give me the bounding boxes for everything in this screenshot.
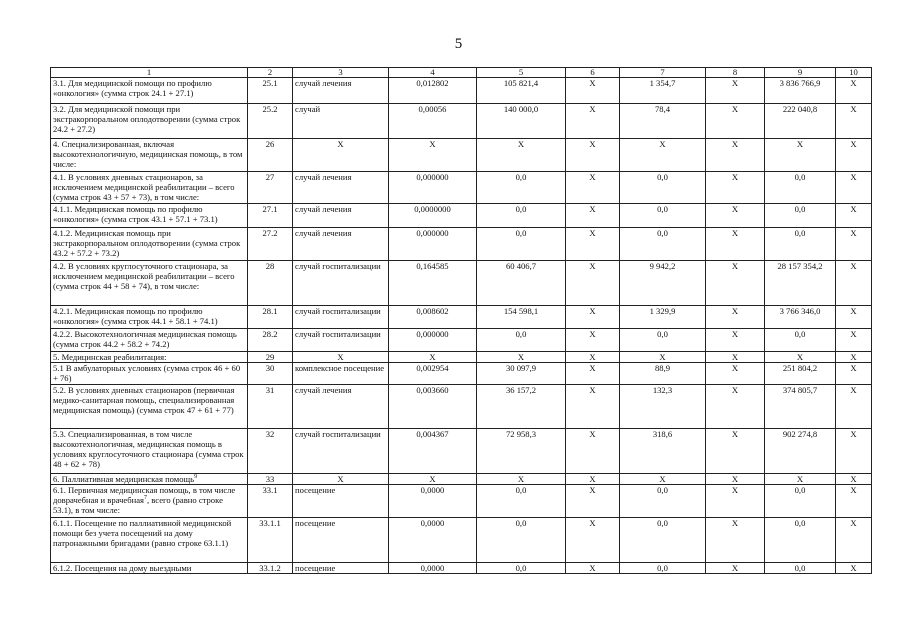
value-cell: X	[566, 139, 620, 172]
unit-cell: случай лечения	[293, 385, 389, 429]
value-cell: 0,0	[477, 172, 566, 204]
value-cell: 105 821,4	[477, 78, 566, 104]
row-name-text: 5. Медицинская реабилитация:	[53, 352, 167, 362]
value-cell: 0,012802	[389, 78, 477, 104]
value-cell: X	[836, 172, 872, 204]
unit-cell: случай лечения	[293, 78, 389, 104]
value-cell: X	[765, 474, 836, 485]
column-header: 4	[389, 68, 477, 78]
value-cell: 222 040,8	[765, 104, 836, 139]
row-name	[51, 78, 248, 104]
row-number: 28	[248, 261, 293, 306]
row-name	[51, 329, 248, 352]
row-name-text: 3.2. Для медицинской помощи при экстракорпоральном оплодотворении (сумма строк 24.2 + 27.2)	[53, 104, 241, 134]
value-cell: 0,0	[620, 518, 706, 563]
table-row	[51, 352, 872, 363]
value-cell: 0,0	[620, 228, 706, 261]
row-name	[51, 363, 248, 385]
column-header: 7	[620, 68, 706, 78]
row-name-text: 4.2.2. Высокотехнологичная медицинская помощь (сумма строк 44.2 + 58.2 + 74.2)	[53, 329, 237, 349]
table-row	[51, 261, 872, 306]
row-number: 32	[248, 429, 293, 474]
table-row	[51, 204, 872, 228]
value-cell: 0,004367	[389, 429, 477, 474]
column-header: 10	[836, 68, 872, 78]
unit-cell: случай лечения	[293, 204, 389, 228]
value-cell: X	[836, 563, 872, 574]
value-cell: X	[836, 78, 872, 104]
value-cell: 251 804,2	[765, 363, 836, 385]
row-number: 33.1.1	[248, 518, 293, 563]
value-cell: 1 329,9	[620, 306, 706, 329]
row-name-text: 4.2. В условиях круглосуточного стационара, за исключением медицинской реабилитации – всего (сумма строк 44 + 58 + 74), в том числе:	[53, 261, 235, 291]
value-cell: X	[706, 563, 765, 574]
row-name-text: 4.1.1. Медицинская помощь по профилю «онкология» (сумма строк 43.1 + 57.1 + 73.1)	[53, 204, 218, 224]
value-cell: X	[566, 228, 620, 261]
footnote-marker: 9	[194, 474, 198, 481]
value-cell: 0,008602	[389, 306, 477, 329]
row-name	[51, 204, 248, 228]
value-cell: X	[706, 306, 765, 329]
value-cell: X	[566, 204, 620, 228]
value-cell: 0,0000	[389, 485, 477, 518]
unit-cell: случай лечения	[293, 172, 389, 204]
value-cell: 0,00056	[389, 104, 477, 139]
value-cell: X	[836, 228, 872, 261]
value-cell: 78,4	[620, 104, 706, 139]
table-row	[51, 306, 872, 329]
value-cell: X	[620, 352, 706, 363]
row-name	[51, 518, 248, 563]
unit-cell: посещение	[293, 518, 389, 563]
value-cell: X	[706, 104, 765, 139]
value-cell: X	[566, 352, 620, 363]
value-cell: 0,0	[620, 485, 706, 518]
table-row	[51, 429, 872, 474]
value-cell: 28 157 354,2	[765, 261, 836, 306]
value-cell: 72 958,3	[477, 429, 566, 474]
row-number: 28.2	[248, 329, 293, 352]
row-name-text: 4.2.1. Медицинская помощь по профилю «онкология» (сумма строк 44.1 + 58.1 + 74.1)	[53, 306, 218, 326]
unit-cell: случай лечения	[293, 228, 389, 261]
value-cell: X	[566, 485, 620, 518]
value-cell: X	[620, 474, 706, 485]
row-number: 27	[248, 172, 293, 204]
value-cell: 0,0	[620, 329, 706, 352]
value-cell: 318,6	[620, 429, 706, 474]
row-name-text: 4.1.2. Медицинская помощь при экстракорпоральном оплодотворении (сумма строк 43.2 + 57.2 + 73.2)	[53, 228, 241, 258]
row-name-text: 5.3. Специализированная, в том числе высокотехнологичная, медицинская помощь в условиях круглосуточного стационара (сумма строк 48 + 62 + 78)	[53, 429, 244, 469]
value-cell: X	[765, 139, 836, 172]
value-cell: 0,0	[765, 518, 836, 563]
value-cell: 374 805,7	[765, 385, 836, 429]
value-cell: 0,164585	[389, 261, 477, 306]
value-cell: X	[765, 352, 836, 363]
value-cell: 0,0000	[389, 518, 477, 563]
value-cell: 0,0	[765, 204, 836, 228]
table-row	[51, 228, 872, 261]
value-cell: X	[836, 363, 872, 385]
value-cell: 0,0	[620, 172, 706, 204]
value-cell: X	[566, 172, 620, 204]
value-cell: X	[566, 329, 620, 352]
value-cell: 0,0	[477, 485, 566, 518]
row-name	[51, 172, 248, 204]
unit-cell: случай госпитализации	[293, 306, 389, 329]
value-cell: X	[566, 518, 620, 563]
value-cell: X	[836, 429, 872, 474]
value-cell: X	[566, 385, 620, 429]
value-cell: 0,0	[765, 172, 836, 204]
row-name-text: 4. Специализированная, включая высокотехнологичную, медицинская помощь, в том числе:	[53, 139, 243, 169]
row-name-tail: , всего (равно строке 53.1), в том числе:	[53, 495, 223, 515]
value-cell: 0,0	[477, 563, 566, 574]
value-cell: 0,0	[477, 228, 566, 261]
value-cell: 0,0	[620, 563, 706, 574]
row-number: 25.2	[248, 104, 293, 139]
row-name-text: 6.1.1. Посещение по паллиативной медицинской помощи без учета посещений на дому патронажными бригадами (равно строке 63.1.1)	[53, 518, 232, 548]
unit-cell: случай госпитализации	[293, 429, 389, 474]
value-cell: 154 598,1	[477, 306, 566, 329]
value-cell: X	[566, 104, 620, 139]
table-row	[51, 104, 872, 139]
value-cell: X	[706, 385, 765, 429]
table-row	[51, 563, 872, 574]
value-cell: 0,0	[765, 228, 836, 261]
value-cell: X	[706, 78, 765, 104]
value-cell: 0,000000	[389, 172, 477, 204]
column-header: 2	[248, 68, 293, 78]
table-row	[51, 385, 872, 429]
row-name	[51, 228, 248, 261]
value-cell: 0,0	[765, 329, 836, 352]
row-name-text: 6. Паллиативная медицинская помощь	[53, 474, 195, 484]
value-cell: X	[706, 261, 765, 306]
row-name-text: 6.1. Первичная медицинская помощь, в том числе доврачебная и врачебная	[53, 485, 236, 505]
value-cell: X	[566, 474, 620, 485]
table-row	[51, 139, 872, 172]
row-number: 29	[248, 352, 293, 363]
value-cell: X	[706, 204, 765, 228]
row-number: 31	[248, 385, 293, 429]
row-number: 25.1	[248, 78, 293, 104]
unit-cell: случай госпитализации	[293, 261, 389, 306]
value-cell: 1 354,7	[620, 78, 706, 104]
value-cell: 0,0	[765, 485, 836, 518]
value-cell: X	[389, 139, 477, 172]
value-cell: X	[477, 352, 566, 363]
row-name	[51, 352, 248, 363]
table-row	[51, 329, 872, 352]
value-cell: X	[706, 474, 765, 485]
row-number: 26	[248, 139, 293, 172]
value-cell: X	[566, 429, 620, 474]
row-name	[51, 139, 248, 172]
table-row	[51, 363, 872, 385]
unit-cell: случай	[293, 104, 389, 139]
value-cell: 902 274,8	[765, 429, 836, 474]
column-header: 9	[765, 68, 836, 78]
value-cell: X	[706, 352, 765, 363]
value-cell: 60 406,7	[477, 261, 566, 306]
column-header: 5	[477, 68, 566, 78]
value-cell: X	[620, 139, 706, 172]
row-name	[51, 385, 248, 429]
row-name	[51, 306, 248, 329]
value-cell: X	[836, 329, 872, 352]
value-cell: 0,002954	[389, 363, 477, 385]
value-cell: 0,0	[477, 204, 566, 228]
unit-cell: X	[293, 139, 389, 172]
value-cell: X	[566, 261, 620, 306]
value-cell: X	[706, 172, 765, 204]
row-name-text: 4.1. В условиях дневных стационаров, за исключением медицинской реабилитации – всего (сумма строк 43 + 57 + 73), в том числе:	[53, 172, 235, 202]
column-header: 1	[51, 68, 248, 78]
table-row	[51, 518, 872, 563]
row-name	[51, 429, 248, 474]
table-row	[51, 172, 872, 204]
value-cell: 9 942,2	[620, 261, 706, 306]
value-cell: 0,0	[477, 518, 566, 563]
value-cell: X	[706, 329, 765, 352]
value-cell: X	[836, 385, 872, 429]
value-cell: 0,0000	[389, 563, 477, 574]
value-cell: X	[706, 228, 765, 261]
data-table	[50, 67, 872, 574]
row-number: 33.1	[248, 485, 293, 518]
value-cell: 0,0	[620, 204, 706, 228]
value-cell: X	[836, 485, 872, 518]
value-cell: X	[389, 352, 477, 363]
unit-cell: случай госпитализации	[293, 329, 389, 352]
unit-cell: посещение	[293, 563, 389, 574]
value-cell: X	[836, 518, 872, 563]
value-cell: 3 836 766,9	[765, 78, 836, 104]
column-header: 8	[706, 68, 765, 78]
value-cell: X	[706, 485, 765, 518]
unit-cell: X	[293, 474, 389, 485]
value-cell: X	[566, 363, 620, 385]
table-row	[51, 78, 872, 104]
value-cell: 0,0	[477, 329, 566, 352]
value-cell: X	[836, 104, 872, 139]
table-body	[51, 68, 872, 574]
value-cell: X	[836, 352, 872, 363]
value-cell: X	[836, 204, 872, 228]
value-cell: X	[836, 261, 872, 306]
value-cell: 30 097,9	[477, 363, 566, 385]
row-name	[51, 485, 248, 518]
value-cell: X	[566, 306, 620, 329]
value-cell: X	[706, 429, 765, 474]
value-cell: X	[566, 78, 620, 104]
value-cell: 0,003660	[389, 385, 477, 429]
value-cell: X	[477, 474, 566, 485]
value-cell: 140 000,0	[477, 104, 566, 139]
value-cell: 36 157,2	[477, 385, 566, 429]
row-name-text: 3.1. Для медицинской помощи по профилю «онкология» (сумма строк 24.1 + 27.1)	[53, 78, 212, 98]
table-row	[51, 485, 872, 518]
value-cell: 0,0	[765, 563, 836, 574]
value-cell: X	[389, 474, 477, 485]
row-number: 28.1	[248, 306, 293, 329]
page-number: 5	[454, 36, 463, 52]
row-name-text: 5.1 В амбулаторных условиях (сумма строк 46 + 60 + 76)	[53, 363, 241, 383]
row-name	[51, 261, 248, 306]
row-number: 27.2	[248, 228, 293, 261]
value-cell: X	[566, 563, 620, 574]
value-cell: 0,0000000	[389, 204, 477, 228]
value-cell: X	[477, 139, 566, 172]
row-name-text: 5.2. В условиях дневных стационаров (первичная медико-санитарная помощь, специализированная медицинская помощь) (сумма строк 47 + 61 + 77)	[53, 385, 235, 415]
value-cell: X	[836, 139, 872, 172]
footnote-marker: 7	[143, 495, 147, 502]
value-cell: 3 766 346,0	[765, 306, 836, 329]
row-number: 33.1.2	[248, 563, 293, 574]
row-name	[51, 104, 248, 139]
value-cell: X	[706, 518, 765, 563]
value-cell: X	[706, 363, 765, 385]
row-number: 27.1	[248, 204, 293, 228]
row-number: 30	[248, 363, 293, 385]
value-cell: X	[836, 474, 872, 485]
column-header: 3	[293, 68, 389, 78]
unit-cell: посещение	[293, 485, 389, 518]
table-row	[51, 474, 872, 485]
row-name-text: 6.1.2. Посещения на дому выездными	[53, 563, 192, 573]
row-name	[51, 474, 248, 485]
header-row	[51, 68, 872, 78]
value-cell: 132,3	[620, 385, 706, 429]
unit-cell: X	[293, 352, 389, 363]
row-number: 33	[248, 474, 293, 485]
value-cell: X	[836, 306, 872, 329]
value-cell: 88,9	[620, 363, 706, 385]
unit-cell: комплексное посещение	[293, 363, 389, 385]
column-header: 6	[566, 68, 620, 78]
value-cell: 0,000000	[389, 329, 477, 352]
value-cell: X	[706, 139, 765, 172]
row-name	[51, 563, 248, 574]
value-cell: 0,000000	[389, 228, 477, 261]
